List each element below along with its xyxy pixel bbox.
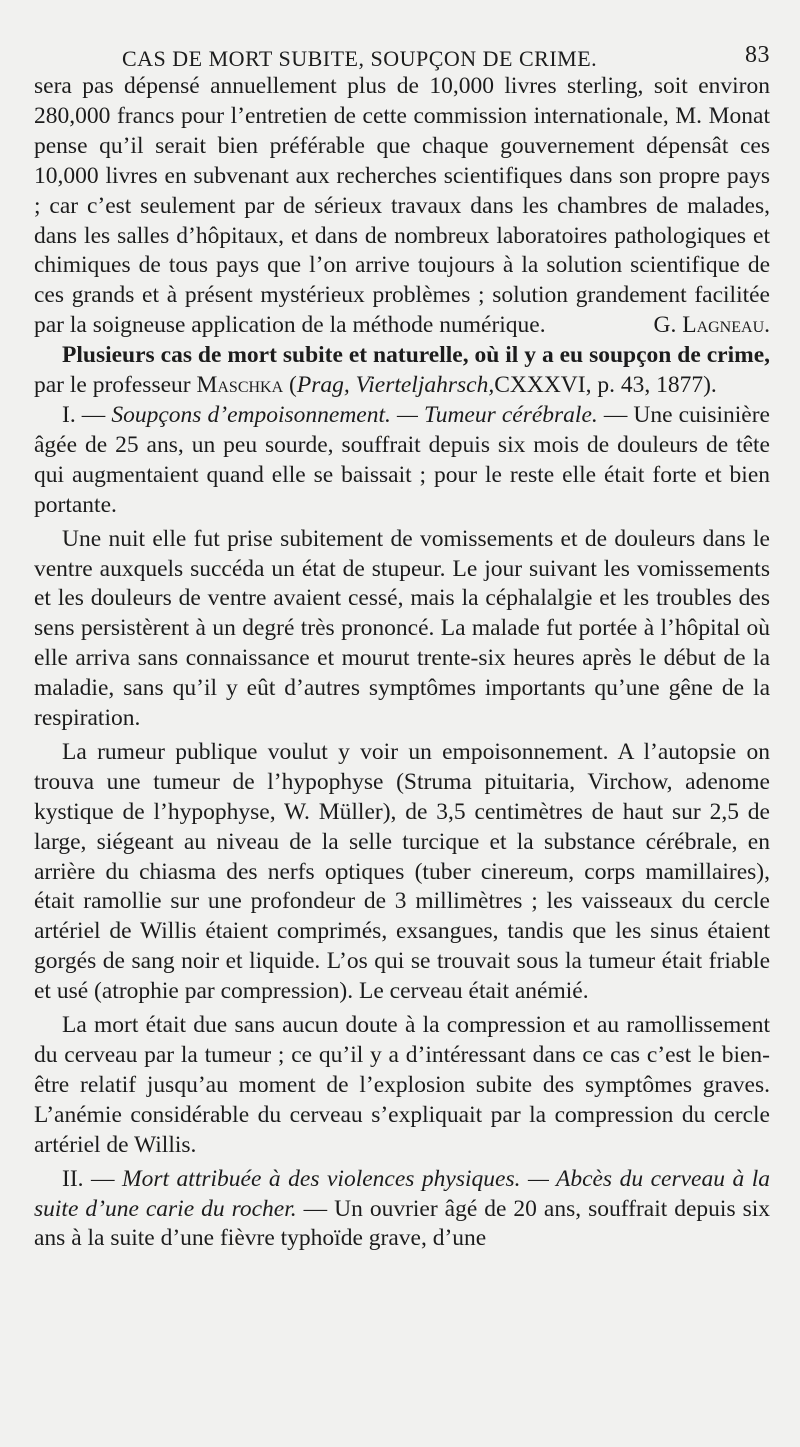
paragraph-text: sera pas dépensé annuellement plus de 10,000 livres sterling, soit environ 280,000 francs pour l’entretien de cette commission internationale, M. Monat pense qu’il serait bien préférable que chaque gouvernement dépensât ces 10,000 livres en subvenant aux recherches scientifiques dans son propre pays ; car c’est seulement par de sérieux travaux dans les chambres de malades, dans les salles d’hôpitaux, et dans de nombreux laboratoires pathologiques et chimiques de tous pays que l’on arrive toujours à la solution scientifique de ces grands et à présent mystérieux problèmes ; solution grandement facilitée par la soigneuse application de la méthode numérique. — [34, 73, 770, 339]
section-number: I. — — [62, 401, 112, 428]
author-signature: G. Lagneau. — [653, 312, 770, 339]
section-one — [34, 401, 770, 521]
article-journal: Prag, Vierteljahrsch, — [296, 372, 495, 399]
section-heading: Mort attribuée à des violences physiques. — Abcès du cerveau à la suite d’une carie du rocher. — [34, 1165, 770, 1222]
section-text: — Une cuisinière âgée de 25 ans, un peu sourde, souffrait depuis six mois de douleurs de tête qui augmentaient quand elle se baissait ; pour le reste elle était forte et bien portante. — [34, 401, 770, 518]
paragraph-autopsy: La rumeur publique voulut y voir un empoisonnement. A l’autopsie on trouva une tumeur de l’hypophyse (Struma pituitaria, Virchow, adenome kystique de l’hypophyse, W. Müller), de 3,5 centimètres de haut sur 2,5 de large, siégeant au niveau de la selle turcique et la substance cérébrale, en arrière du chiasma des nerfs optiques (tuber cinereum, corps mamillaires), était ramollie sur une profondeur de 3 millimètres ; les vaisseaux du cercle artériel de Willis étaient comprimés, exsangues, tandis que les sinus étaient gorgés de sang noir et liquide. L’os qui se trouvait sous la tumeur était friable et usé (atrophie par compression). Le cerveau était anémié. — [34, 738, 770, 1005]
section-heading: Soupçons d’empoisonnement. — Tumeur cérébrale. — [111, 401, 598, 428]
running-title: CAS DE MORT SUBITE, SOUPÇON DE CRIME. — [122, 46, 598, 71]
article-title: Plusieurs cas de mort subite et naturelle, où il y a eu soupçon de crime, — [62, 342, 770, 369]
section-number: II. — — [62, 1165, 123, 1192]
running-header — [34, 38, 770, 72]
body-text — [34, 72, 770, 1254]
paragraph-continuation — [34, 72, 770, 341]
section-two — [34, 1165, 770, 1255]
page-number: 83 — [745, 42, 770, 68]
article-ref-open: ( — [283, 372, 297, 399]
paragraph-conclusion: La mort était due sans aucun doute à la compression et au ramollissement du cerveau par la tumeur ; ce qu’il y a d’intéressant dans ce cas c’est le bien-être relatif jusqu’au moment de l’explosion subite des symptômes graves. L’anémie considérable du cerveau s’expliquait par la compression du cercle artériel de Willis. — [34, 1012, 770, 1158]
section-text: — Un ouvrier âgé de 20 ans, souffrait depuis six ans à la suite d’une fièvre typhoïde grave, d’une — [34, 1195, 770, 1252]
article-heading — [34, 341, 770, 401]
article-author: Maschka — [196, 372, 284, 399]
article-by: par le professeur — [34, 372, 197, 399]
paragraph-symptoms: Une nuit elle fut prise subitement de vomissements et de douleurs dans le ventre auxquels succéda un état de stupeur. Le jour suivant les vomissements et les douleurs de ventre avaient cessé, mais la céphalalgie et les troubles des sens persistèrent à un degré très prononcé. La malade fut portée à l’hôpital où elle arriva sans connaissance et mourut trente-six heures après le début de la maladie, sans qu’il y eût d’autres symptômes importants qu’une gêne de la respiration. — [34, 525, 770, 732]
article-ref-close: CXXXVI, p. 43, 1877). — [494, 372, 717, 399]
